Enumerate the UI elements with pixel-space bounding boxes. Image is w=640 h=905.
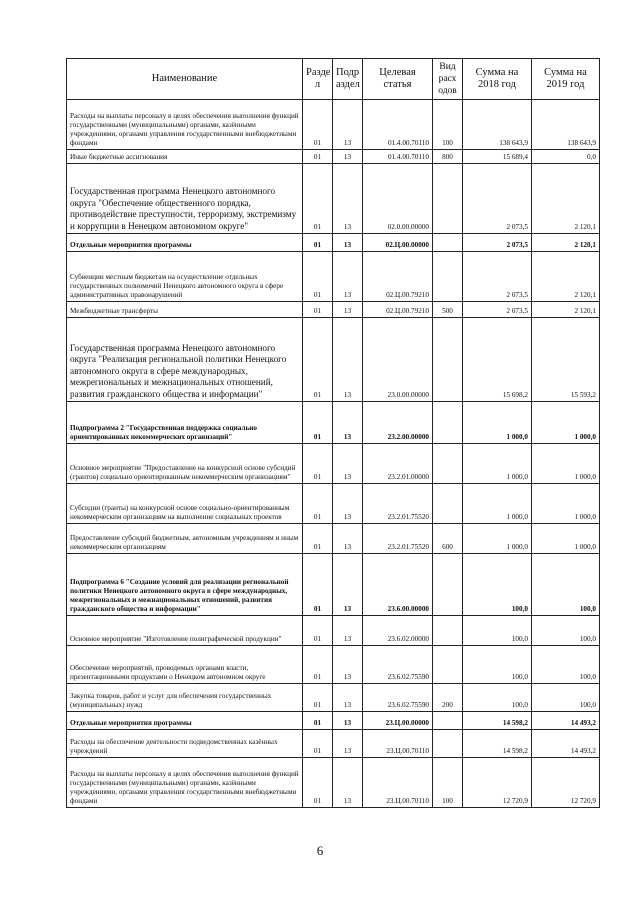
table-row <box>67 524 600 554</box>
row-expense-type <box>433 484 463 524</box>
row-subsection: 13 <box>333 444 363 484</box>
row-sum-2019: 100,0 <box>532 684 600 712</box>
row-expense-type <box>433 318 463 402</box>
row-sum-2018: 138 643,9 <box>463 100 532 150</box>
row-sum-2019: 2 120,1 <box>532 234 600 252</box>
budget-table <box>66 58 600 808</box>
row-subsection: 13 <box>333 484 363 524</box>
row-expense-type: 200 <box>433 684 463 712</box>
row-expense-type: 800 <box>433 150 463 164</box>
row-sum-2019: 0,0 <box>532 150 600 164</box>
row-target: 01.4.00.70110 <box>363 100 433 150</box>
table-row <box>67 100 600 150</box>
row-sum-2018: 100,0 <box>463 616 532 646</box>
row-target: 23.6.00.00000 <box>363 554 433 616</box>
row-sum-2019: 1 000,0 <box>532 524 600 554</box>
table-row <box>67 684 600 712</box>
row-sum-2019: 2 120,1 <box>532 164 600 234</box>
row-expense-type: 100 <box>433 100 463 150</box>
row-expense-type <box>433 730 463 758</box>
row-section: 01 <box>303 758 333 808</box>
row-name: Предоставление субсидий бюджетным, автономным учреждениям и иным некоммерческим организациям <box>67 524 303 554</box>
row-name: Расходы на выплаты персоналу в целях обеспечения выполнения функций государственными (муниципальными) органами, казёнными учреждениями, органами управления государственными внебюджетными фондами <box>67 100 303 150</box>
row-target: 23.Ц.00.70110 <box>363 730 433 758</box>
row-name: Государственная программа Ненецкого автономного округа "Реализация региональной политики Ненецкого автономного округа в сфере международных, межрегиональных и межнациональных отношений, развития гражданского общества и информации" <box>67 318 303 402</box>
row-expense-type <box>433 712 463 730</box>
row-sum-2018: 1 000,0 <box>463 444 532 484</box>
row-subsection: 13 <box>333 302 363 318</box>
row-subsection: 13 <box>333 646 363 684</box>
row-name: Расходы на обеспечение деятельности подведомственных казённых учреждений <box>67 730 303 758</box>
row-name: Субсидии (гранты) на конкурсной основе социально-ориентированным некоммерческим организациям на выполнение социальных проектов <box>67 484 303 524</box>
row-expense-type <box>433 616 463 646</box>
row-name: Отдельные мероприятия программы <box>67 234 303 252</box>
header-section: Разде л <box>303 59 333 100</box>
row-sum-2018: 100,0 <box>463 554 532 616</box>
row-sum-2019: 100,0 <box>532 646 600 684</box>
row-sum-2019: 15 593,2 <box>532 318 600 402</box>
row-sum-2019: 138 643,9 <box>532 100 600 150</box>
row-section: 01 <box>303 402 333 444</box>
row-subsection: 13 <box>333 318 363 402</box>
table-row <box>67 318 600 402</box>
header-subsection: Подр аздел <box>333 59 363 100</box>
row-subsection: 13 <box>333 524 363 554</box>
row-subsection: 13 <box>333 712 363 730</box>
header-target: Целевая статья <box>363 59 433 100</box>
row-name: Обеспечение мероприятий, проводимых органами власти, презентационными продуктами о Ненецком автономном округе <box>67 646 303 684</box>
row-section: 01 <box>303 252 333 302</box>
row-section: 01 <box>303 318 333 402</box>
row-target: 23.2.01.75520 <box>363 484 433 524</box>
row-expense-type: 100 <box>433 758 463 808</box>
row-sum-2019: 14 493,2 <box>532 712 600 730</box>
row-name: Субвенции местным бюджетам на осуществление отдельных государственных полномочий Ненецкого автономного округа в сфере административных правонарушений <box>67 252 303 302</box>
row-name: Основное мероприятие "Изготовление полиграфической продукции" <box>67 616 303 646</box>
row-target: 23.6.02.75590 <box>363 684 433 712</box>
row-sum-2018: 1 000,0 <box>463 484 532 524</box>
row-target: 23.6.02.00000 <box>363 616 433 646</box>
row-section: 01 <box>303 554 333 616</box>
row-name: Подпрограмма 2 "Государственная поддержка социально ориентированных некоммерческих организаций" <box>67 402 303 444</box>
table-row <box>67 164 600 234</box>
row-subsection: 13 <box>333 150 363 164</box>
table-row <box>67 302 600 318</box>
row-target: 02.Ц.00.79210 <box>363 302 433 318</box>
row-name: Основное мероприятие "Предоставление на конкурсной основе субсидий (грантов) социально ориентированным некоммерческим организациям" <box>67 444 303 484</box>
row-target: 02.Ц.00.79210 <box>363 252 433 302</box>
row-target: 23.2.00.00000 <box>363 402 433 444</box>
row-section: 01 <box>303 684 333 712</box>
row-target: 23.Ц.00.70110 <box>363 758 433 808</box>
row-sum-2018: 14 598,2 <box>463 712 532 730</box>
row-sum-2019: 12 720,9 <box>532 758 600 808</box>
header-name: Наименование <box>67 59 303 100</box>
table-row <box>67 234 600 252</box>
header-sum-2018: Сумма на 2018 год <box>463 59 532 100</box>
row-target: 23.6.02.75590 <box>363 646 433 684</box>
row-name: Межбюджетные трансферты <box>67 302 303 318</box>
row-expense-type: 500 <box>433 302 463 318</box>
row-name: Расходы на выплаты персоналу в целях обеспечения выполнения функций государственными (муниципальными) органами, казёнными учреждениями, органами управления государственными внебюджетными фондами <box>67 758 303 808</box>
row-section: 01 <box>303 616 333 646</box>
row-sum-2018: 14 598,2 <box>463 730 532 758</box>
row-subsection: 13 <box>333 164 363 234</box>
row-target: 23.Ц.00.00000 <box>363 712 433 730</box>
row-section: 01 <box>303 484 333 524</box>
row-expense-type: 600 <box>433 524 463 554</box>
row-expense-type <box>433 554 463 616</box>
row-sum-2018: 1 000,0 <box>463 524 532 554</box>
row-name: Иные бюджетные ассигнования <box>67 150 303 164</box>
row-subsection: 13 <box>333 616 363 646</box>
row-expense-type <box>433 234 463 252</box>
table-row <box>67 730 600 758</box>
table-row <box>67 252 600 302</box>
row-subsection: 13 <box>333 402 363 444</box>
table-row <box>67 484 600 524</box>
row-subsection: 13 <box>333 758 363 808</box>
row-sum-2019: 1 000,0 <box>532 444 600 484</box>
table-row <box>67 712 600 730</box>
row-section: 01 <box>303 444 333 484</box>
row-sum-2019: 2 120,1 <box>532 302 600 318</box>
header-sum-2019: Сумма на 2019 год <box>532 59 600 100</box>
row-section: 01 <box>303 234 333 252</box>
row-subsection: 13 <box>333 252 363 302</box>
row-sum-2019: 100,0 <box>532 616 600 646</box>
row-target: 23.2.01.00000 <box>363 444 433 484</box>
row-sum-2018: 15 689,4 <box>463 150 532 164</box>
row-section: 01 <box>303 302 333 318</box>
row-sum-2018: 12 720,9 <box>463 758 532 808</box>
row-sum-2018: 2 073,5 <box>463 234 532 252</box>
table-row <box>67 444 600 484</box>
row-name: Закупка товаров, работ и услуг для обеспечения государственных (муниципальных) нужд <box>67 684 303 712</box>
row-sum-2018: 100,0 <box>463 646 532 684</box>
row-target: 23.2.01.75520 <box>363 524 433 554</box>
table-body <box>67 100 600 808</box>
row-sum-2019: 2 120,1 <box>532 252 600 302</box>
row-target: 02.Ц.00.00000 <box>363 234 433 252</box>
row-expense-type <box>433 444 463 484</box>
row-expense-type <box>433 252 463 302</box>
row-section: 01 <box>303 646 333 684</box>
row-section: 01 <box>303 524 333 554</box>
table-row <box>67 402 600 444</box>
row-expense-type <box>433 164 463 234</box>
table-row <box>67 616 600 646</box>
row-sum-2019: 100,0 <box>532 554 600 616</box>
row-section: 01 <box>303 712 333 730</box>
row-sum-2018: 2 073,5 <box>463 252 532 302</box>
row-subsection: 13 <box>333 730 363 758</box>
row-sum-2019: 1 000,0 <box>532 484 600 524</box>
row-sum-2018: 2 073,5 <box>463 302 532 318</box>
row-sum-2018: 15 698,2 <box>463 318 532 402</box>
budget-table-sheet <box>66 58 599 808</box>
row-section: 01 <box>303 100 333 150</box>
row-sum-2018: 2 073,5 <box>463 164 532 234</box>
row-section: 01 <box>303 730 333 758</box>
row-section: 01 <box>303 164 333 234</box>
page-number: 6 <box>316 843 324 858</box>
row-subsection: 13 <box>333 554 363 616</box>
row-target: 23.0.00.00000 <box>363 318 433 402</box>
row-expense-type <box>433 646 463 684</box>
row-target: 02.0.00.00000 <box>363 164 433 234</box>
row-sum-2018: 1 000,0 <box>463 402 532 444</box>
header-expense-type: Вид расх одов <box>433 59 463 100</box>
row-name: Государственная программа Ненецкого автономного округа "Обеспечение общественного порядка, противодействие преступности, терроризму, экстремизму и коррупции в Ненецком автономном округе" <box>67 164 303 234</box>
row-subsection: 13 <box>333 100 363 150</box>
row-sum-2019: 14 493,2 <box>532 730 600 758</box>
row-sum-2019: 1 000,0 <box>532 402 600 444</box>
table-row <box>67 150 600 164</box>
row-subsection: 13 <box>333 234 363 252</box>
row-name: Отдельные мероприятия программы <box>67 712 303 730</box>
row-sum-2018: 100,0 <box>463 684 532 712</box>
row-expense-type <box>433 402 463 444</box>
table-row <box>67 646 600 684</box>
row-section: 01 <box>303 150 333 164</box>
row-subsection: 13 <box>333 684 363 712</box>
row-name: Подпрограмма 6 "Создание условий для реализации региональной политики Ненецкого автономного округа в сфере международных, межрегиональных и межнациональных отношений, развития гражданского общества и информации" <box>67 554 303 616</box>
table-header-row <box>67 59 600 100</box>
row-target: 01.4.00.70110 <box>363 150 433 164</box>
table-row <box>67 554 600 616</box>
table-row <box>67 758 600 808</box>
